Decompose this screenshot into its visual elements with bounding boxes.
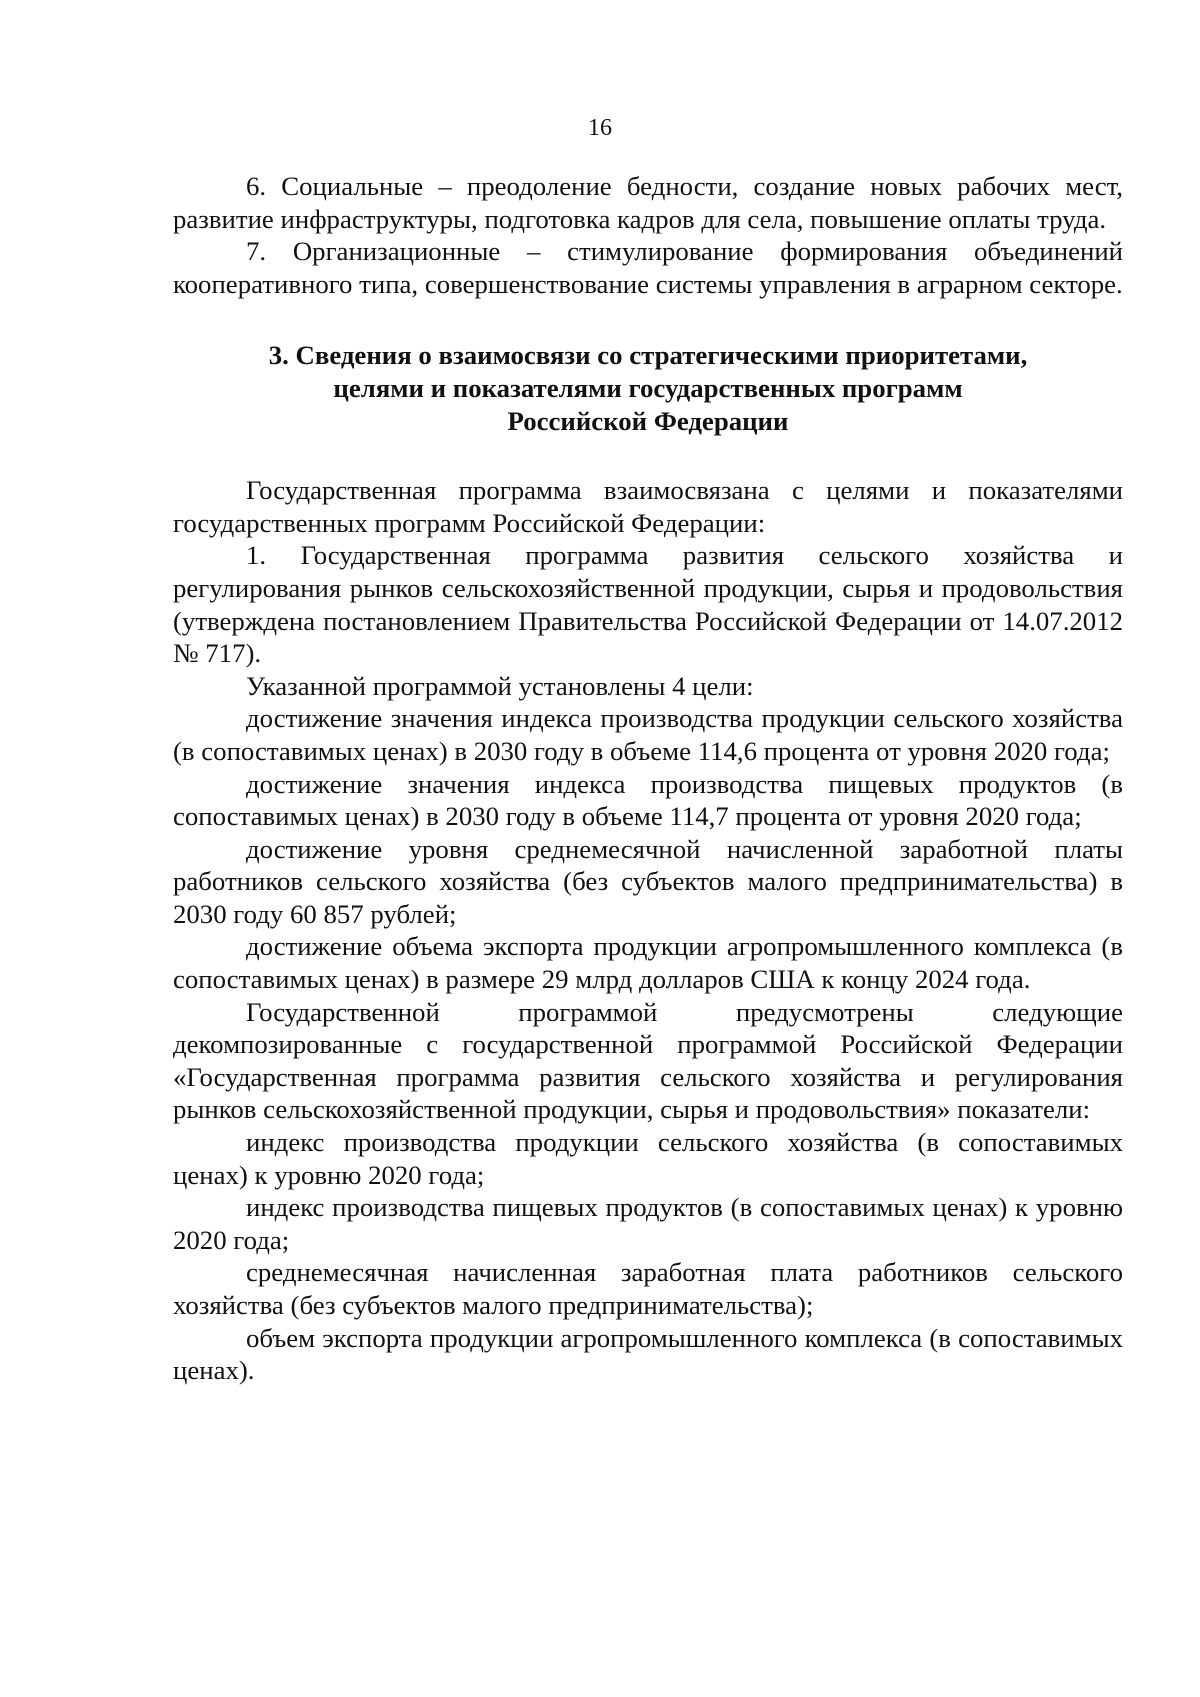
section-heading [173, 339, 1123, 437]
page-content [173, 170, 1123, 1387]
paragraph-goals-intro: Указанной программой установлены 4 цели: [246, 670, 754, 701]
paragraph-goal-4: достижение объема экспорта продукции агропромышленного комплекса (в сопоставимых ценах) в размере 29 млрд долларов США к концу 2024 года. [173, 931, 1123, 995]
paragraph-indicator-4: объем экспорта продукции агропромышленного комплекса (в сопоставимых ценах). [173, 1322, 1123, 1386]
section-heading-line-1: 3. Сведения о взаимосвязи со стратегическими приоритетами, [268, 340, 1028, 371]
paragraph-indicator-2: индекс производства пищевых продуктов (в сопоставимых ценах) к уровню 2020 года; [173, 1192, 1123, 1255]
paragraph-organizational-item: 7. Организационные – стимулирование формирования объединений кооперативного типа, совершенствование системы управления в аграрном секторе. [173, 236, 1123, 299]
section-heading-line-2: целями и показателями государственных программ [333, 372, 963, 403]
paragraph-goal-3: достижение уровня среднемесячной начисленной заработной платы работников сельского хозяйства (без субъектов малого предпринимательства) в 2030 году 60 857 рублей; [173, 833, 1123, 929]
paragraph-goal-2: достижение значения индекса производства пищевых продуктов (в сопоставимых ценах) в 2030 году в объеме 114,7 процента от уровня 2020 года; [173, 768, 1123, 832]
section-heading-line-3: Российской Федерации [507, 405, 789, 436]
paragraph-indicator-3: среднемесячная начисленная заработная плата работников сельского хозяйства (без субъектов малого предпринимательства); [173, 1257, 1123, 1320]
paragraph-indicators-intro: Государственной программой предусмотрены следующие декомпозированные с государственной программой Российской Федерации «Государственная программа развития сельского хозяйства и регулирования рынков сельскохозяйственной продукции, сырья и продовольствия» показатели: [173, 996, 1123, 1125]
paragraph-social-item: 6. Социальные – преодоление бедности, создание новых рабочих мест, развитие инфраструктуры, подготовка кадров для села, повышение оплаты труда. [173, 171, 1123, 234]
paragraph-intro: Государственная программа взаимосвязана с целями и показателями государственных программ Российской Федерации: [173, 475, 1123, 538]
paragraph-indicator-1: индекс производства продукции сельского хозяйства (в сопоставимых ценах) к уровню 2020 года; [173, 1127, 1123, 1190]
paragraph-goal-1: достижение значения индекса производства продукции сельского хозяйства (в сопоставимых ценах) в 2030 году в объеме 114,6 процента от уровня 2020 года; [173, 703, 1123, 766]
paragraph-program-1: 1. Государственная программа развития сельского хозяйства и регулирования рынков сельскохозяйственной продукции, сырья и продовольствия (утверждена постановлением Правительства Российской Федерации от 14.07.2012 № 717). [173, 540, 1123, 669]
page-number: 16 [588, 115, 612, 141]
